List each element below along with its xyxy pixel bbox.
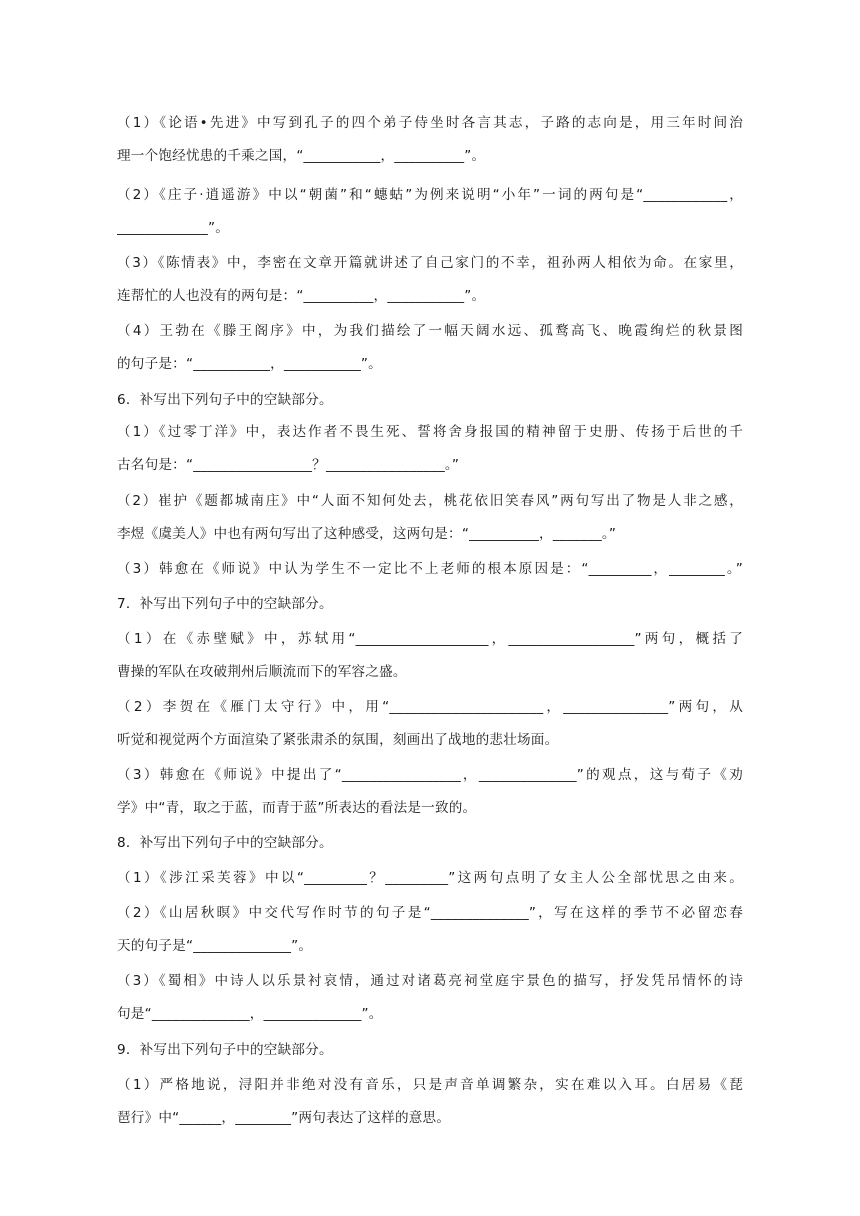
text-line: （2）《山居秋暝》中交代写作时节的句子是“______________”，写在这样的季节不必留恋春 <box>117 905 743 921</box>
text-line: 8．补写出下列句子中的空缺部分。 <box>117 835 333 851</box>
text-line: （1）《过零丁洋》中，表达作者不畏生死、誓将舍身报国的精神留于史册、传扬于后世的千 <box>117 424 743 440</box>
text-line: 天的句子是“______________”。 <box>117 938 313 954</box>
text-line: （3）韩愈在《师说》中认为学生不一定比不上老师的根本原因是：“_________，________。” <box>117 561 743 577</box>
text-line: （3）《蜀相》中诗人以乐景衬哀情，通过对诸葛亮祠堂庭宇景色的描写，抒发凭吊情怀的诗 <box>117 973 743 989</box>
text-line: （4）王勃在《滕王阁序》中，为我们描绘了一幅天阔水远、孤鹜高飞、晚霞绚烂的秋景图 <box>117 323 743 339</box>
text-line: （3）《陈情表》中，李密在文章开篇就讲述了自己家门的不幸，祖孙两人相依为命。在家里， <box>117 255 743 271</box>
text-line: 的句子是：“___________，___________”。 <box>117 356 382 372</box>
text-line: 学》中“青，取之于蓝，而青于蓝”所表达的看法是一致的。 <box>117 800 477 816</box>
text-line: 李煜《虞美人》中也有两句写出了这种感受，这两句是：“__________，_______。” <box>117 526 617 542</box>
text-line: 理一个饱经忧患的千乘之国，“___________，__________”。 <box>117 148 486 164</box>
text-line: （1）《论语•先进》中写到孔子的四个弟子侍坐时各言其志，子路的志向是，用三年时间治 <box>117 115 743 131</box>
text-line: （1）严格地说，浔阳并非绝对没有音乐，只是声音单调繁杂，实在难以入耳。白居易《琵 <box>117 1077 743 1093</box>
text-line: _____________”。 <box>117 220 229 236</box>
text-line: 曹操的军队在攻破荆州后顺流而下的军容之盛。 <box>117 664 407 680</box>
text-line: 句是“______________，______________”。 <box>117 1006 383 1022</box>
text-line: （2）《庄子·逍遥游》中以“朝菌”和“蟪蛄”为例来说明“小年”一词的两句是“____________， <box>117 187 743 203</box>
text-line: 9．补写出下列句子中的空缺部分。 <box>117 1042 333 1058</box>
text-line: 琶行》中“______，________”两句表达了这样的意思。 <box>117 1110 451 1126</box>
text-line: 6．补写出下列句子中的空缺部分。 <box>117 392 333 408</box>
text-line: 听觉和视觉两个方面渲染了紧张肃杀的氛围，刻画出了战地的悲壮场面。 <box>117 732 559 748</box>
text-line: （1）《涉江采芙蓉》中以“_________？_________”这两句点明了女主人公全部忧思之由来。 <box>117 870 743 886</box>
text-line: （3）韩愈在《师说》中提出了“_________________，______________”的观点，这与荀子《劝 <box>117 767 743 783</box>
text-line: 古名句是：“_________________？_________________。” <box>117 457 460 473</box>
text-line: 7．补写出下列句子中的空缺部分。 <box>117 596 333 612</box>
text-line: （2）崔护《题都城南庄》中“人面不知何处去，桃花依旧笑春风”两句写出了物是人非之感， <box>117 493 743 509</box>
text-line: （2）李贺在《雁门太守行》中，用“______________________，_______________”两句，从 <box>117 699 743 715</box>
text-line: （1）在《赤壁赋》中，苏轼用“___________________，__________________”两句，概括了 <box>117 631 743 647</box>
text-line: 连帮忙的人也没有的两句是：“__________，___________”。 <box>117 288 486 304</box>
